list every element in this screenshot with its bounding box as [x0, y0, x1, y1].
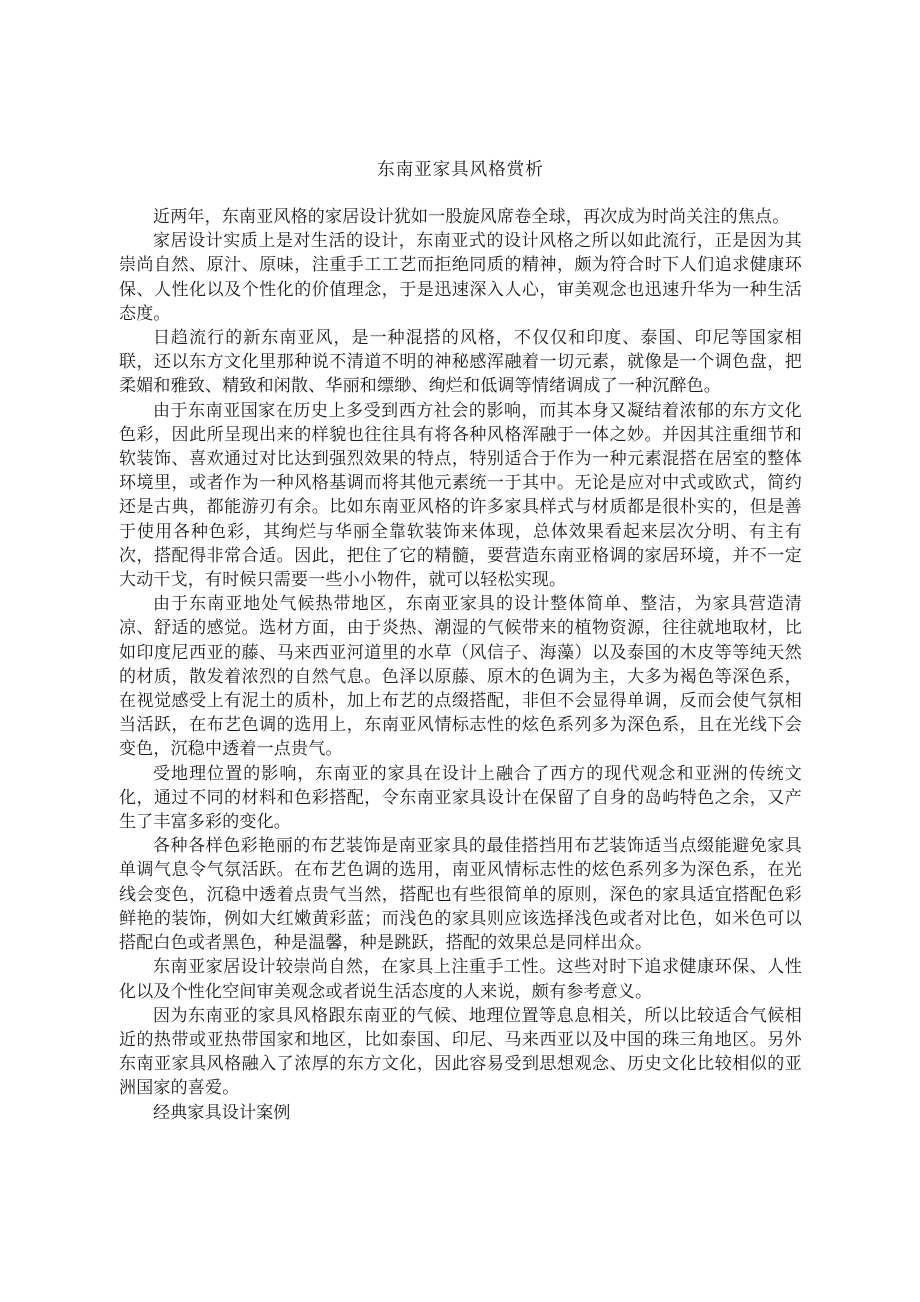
paragraph-1: 近两年，东南亚风格的家居设计犹如一股旋风席卷全球，再次成为时尚关注的焦点。: [153, 207, 790, 226]
paragraph-4: 由于东南亚国家在历史上多受到西方社会的影响，而其本身又凝结着浓郁的东方文化色彩，因此所呈现出来的样貌也往往具有将各种风格浑融于一体之妙。并因其注重细节和软装饰、喜欢通过对比达到强烈效果的特点，特别适合于作为一种元素混搭在居室的整体环境里，或者作为一种风格基调而将其他元素统一于其中。无论是应对中式或欧式，简约还是古典，都能游刃有余。比如东南亚风格的许多家具样式与材质都是很朴实的，但是善于使用各种色彩，其绚烂与华丽全靠软装饰来体现，总体效果看起来层次分明、有主有次，搭配得非常合适。因此，把住了它的精髓，要营造东南亚格调的家居环境，并不一定大动干戈，有时候只需要一些小小物件，就可以轻松实现。: [119, 400, 802, 590]
paragraph-7: 各种各样色彩艳丽的布艺装饰是南亚家具的最佳搭挡用布艺装饰适当点缀能避免家具单调气息令气氛活跃。在布艺色调的选用，南亚风情标志性的炫色系列多为深色系，在光线会变色，沉稳中透着点贵气当然，搭配也有些很简单的原则，深色的家具适宜搭配色彩鲜艳的装饰，例如大红嫩黄彩蓝；而浅色的家具则应该选择浅色或者对比色，如米色可以搭配白色或者黑色，种是温馨，种是跳跃，搭配的效果总是同样出众。: [119, 836, 802, 953]
section-label-classic-cases: 经典家具设计案例: [153, 1102, 291, 1122]
paragraph-3: 日趋流行的新东南亚风，是一种混搭的风格，不仅仅和印度、泰国、印尼等国家相联，还以东方文化里那种说不清道不明的神秘感浑融着一切元素，就像是一个调色盘，把柔媚和雅致、精致和闲散、华丽和缥缈、绚烂和低调等情绪调成了一种沉醉色。: [119, 328, 802, 396]
paragraph-9: 因为东南亚的家具风格跟东南亚的气候、地理位置等息息相关，所以比较适合气候相近的热带或亚热带国家和地区，比如泰国、印尼、马来西亚以及中国的珠三角地区。另外东南亚家具风格融入了浓厚的东方文化，因此容易受到思想观念、历史文化比较相似的亚洲国家的喜爱。: [119, 1005, 802, 1098]
document-content: [119, 157, 802, 1125]
paragraph-5: 由于东南亚地处气候热带地区，东南亚家具的设计整体简单、整洁，为家具营造清凉、舒适的感觉。选材方面，由于炎热、潮湿的气候带来的植物资源，往往就地取材，比如印度尼西亚的藤、马来西亚河道里的水草（风信子、海藻）以及泰国的木皮等等纯天然的材质，散发着浓烈的自然气息。色泽以原藤、原木的色调为主，大多为褐色等深色系，在视觉感受上有泥土的质朴，加上布艺的点缀搭配，非但不会显得单调，反而会使气氛相当活跃，在布艺色调的选用上，东南亚风情标志性的炫色系列多为深色系，且在光线下会变色，沉稳中透着一点贵气。: [119, 594, 802, 759]
paragraph-2: 家居设计实质上是对生活的设计，东南亚式的设计风格之所以如此流行，正是因为其崇尚自然、原汁、原味，注重手工工艺而拒绝同质的精神，颇为符合时下人们追求健康环保、人性化以及个性化的价值理念，于是迅速深入人心，审美观念也迅速升华为一种生活态度。: [119, 231, 802, 323]
paragraph-8: 东南亚家居设计较崇尚自然，在家具上注重手工性。这些对时下追求健康环保、人性化以及个性化空间审美观念或者说生活态度的人来说，颇有参考意义。: [119, 957, 802, 1001]
document-title: 东南亚家具风格赏析: [377, 159, 544, 179]
paragraph-6: 受地理位置的影响，东南亚的家具在设计上融合了西方的现代观念和亚洲的传统文化，通过不同的材料和色彩搭配，令东南亚家具设计在保留了自身的岛屿特色之余，又产生了丰富多彩的变化。: [119, 763, 802, 832]
